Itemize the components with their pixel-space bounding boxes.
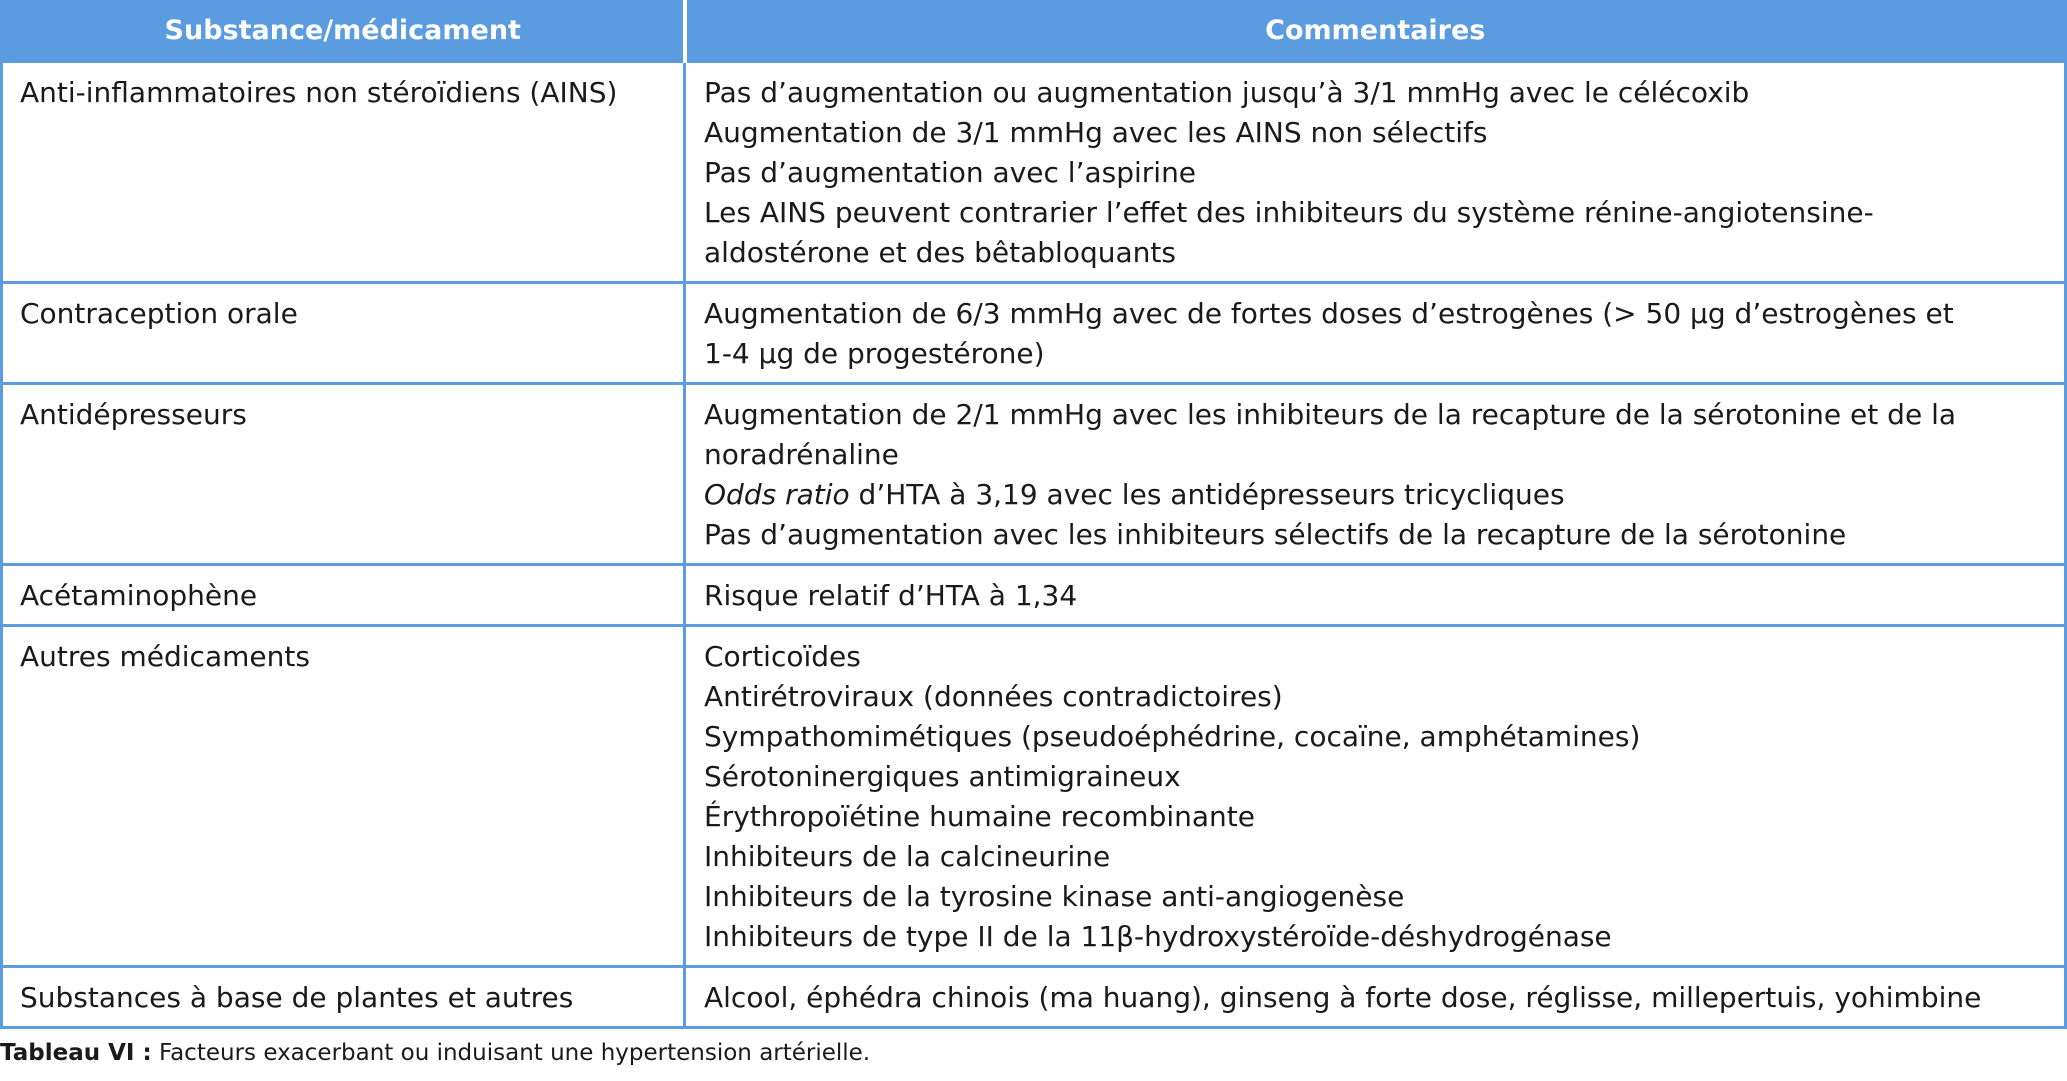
header-comments: Commentaires (685, 0, 2066, 62)
table-caption (0, 1040, 870, 1066)
comment-line: Augmentation de 3/1 mmHg avec les AINS non sélectifs (704, 116, 1488, 149)
comment-line: Alcool, éphédra chinois (ma huang), ginseng à forte dose, réglisse, millepertuis, yohimbine (704, 981, 1982, 1014)
substance-cell: Anti-inflammatoires non stéroïdiens (AINS) (2, 62, 685, 283)
comment-line (704, 475, 2050, 515)
comment-line: aldostérone et des bêtabloquants (704, 236, 1176, 269)
comment-line: Sympathomimétiques (pseudoéphédrine, cocaïne, amphétamines) (704, 720, 1641, 753)
comments-cell (685, 967, 2066, 1028)
header-substance: Substance/médicament (2, 0, 685, 62)
odds-ratio-italic: Odds ratio (704, 478, 850, 511)
substance-cell: Substances à base de plantes et autres (2, 967, 685, 1028)
comment-line: Érythropoïétine humaine recombinante (704, 800, 1255, 833)
comment-line: Corticoïdes (704, 640, 861, 673)
substance-cell: Contraception orale (2, 283, 685, 384)
table-row (2, 626, 2066, 967)
odds-ratio-text: d’HTA à 3,19 avec les antidépresseurs tricycliques (849, 478, 1565, 511)
comments-cell (685, 565, 2066, 626)
comment-line: Pas d’augmentation avec les inhibiteurs sélectifs de la recapture de la sérotonine (704, 518, 1847, 551)
substance-cell: Acétaminophène (2, 565, 685, 626)
substance-cell: Autres médicaments (2, 626, 685, 967)
comments-cell (685, 283, 2066, 384)
comment-line: Inhibiteurs de la calcineurine (704, 840, 1111, 873)
comment-line: Antirétroviraux (données contradictoires) (704, 680, 1283, 713)
table-row (2, 283, 2066, 384)
comment-line: Pas d’augmentation avec l’aspirine (704, 156, 1197, 189)
comment-line: Sérotoninergiques antimigraineux (704, 760, 1181, 793)
comment-line: Risque relatif d’HTA à 1,34 (704, 579, 1078, 612)
comment-line: Pas d’augmentation ou augmentation jusqu’à 3/1 mmHg avec le célécoxib (704, 76, 1750, 109)
caption-label: Tableau VI : (0, 1040, 152, 1066)
comment-line: Augmentation de 2/1 mmHg avec les inhibiteurs de la recapture de la sérotonine et de la (704, 398, 1957, 431)
comment-line: 1-4 µg de progestérone) (704, 337, 1045, 370)
table-row (2, 384, 2066, 565)
comments-cell (685, 626, 2066, 967)
substance-cell: Antidépresseurs (2, 384, 685, 565)
header-row (2, 0, 2066, 62)
comments-cell (685, 384, 2066, 565)
table-row (2, 565, 2066, 626)
table-row (2, 967, 2066, 1028)
comment-line: noradrénaline (704, 438, 899, 471)
table-row (2, 62, 2066, 283)
caption-text: Facteurs exacerbant ou induisant une hypertension artérielle. (151, 1040, 871, 1066)
comments-cell (685, 62, 2066, 283)
comment-line: Les AINS peuvent contrarier l’effet des inhibiteurs du système rénine-angiotensine- (704, 196, 1874, 229)
comment-line: Inhibiteurs de la tyrosine kinase anti-angiogenèse (704, 880, 1405, 913)
comment-line: Augmentation de 6/3 mmHg avec de fortes doses d’estrogènes (> 50 µg d’estrogènes et (704, 297, 1954, 330)
comment-line: Inhibiteurs de type II de la 11β-hydroxystéroïde-déshydrogénase (704, 920, 1612, 953)
